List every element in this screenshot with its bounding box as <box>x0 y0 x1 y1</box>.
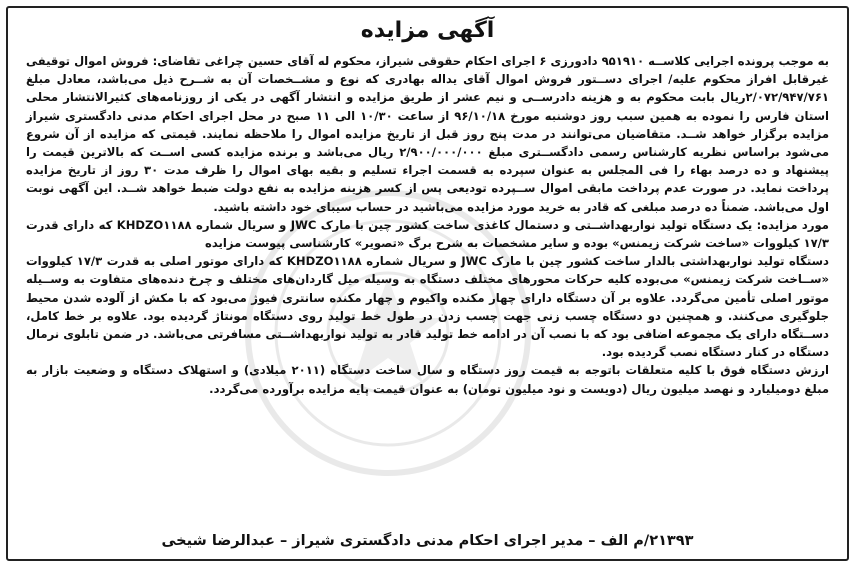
notice-title: آگهی مزایده <box>360 18 495 43</box>
notice-footer-signature: ۲۱۳۹۳/م الف – مدیر اجرای احکام مدنی دادگستری شیراز – عبدالرضا شیخی <box>161 533 694 549</box>
notice-frame <box>6 6 849 561</box>
notice-paragraph-valuation: ارزش دستگاه فوق با کلیه متعلقات باتوجه به قیمت روز دستگاه و سال ساخت دستگاه (۲۰۱۱ میلادی) و استهلاک دستگاه و وضعیت بازار به مبلغ دومیلیارد و نهصد میلیون ریال (دویست و نود میلیون تومان) به عنوان قیمت پایه مزایده برآورده می‌گردد. <box>26 363 830 396</box>
notice-paragraph-item: مورد مزایده: یک دستگاه تولید نواربهداشــتی و دستمال کاغذی ساخت کشور چین با مارک JWC و سریال شماره KHDZO۱۱۸۸ که دارای قدرت ۱۷/۳ کیلووات «ساخت شرکت زیمنس» بوده و سایر مشخصات به شرح برگ «تصویر» کارشناسی پیوست مزایده <box>26 217 829 251</box>
notice-paragraph-description: دستگاه تولید نواربهداشتی بالدار ساخت کشور چین با مارک JWC و سریال شماره KHDZO۱۱۸۸ که دارای موتور اصلی به قدرت ۱۷/۳ کیلووات «ســاخت شرکت زیمنس» می‌بوده کلیه حرکات محورهای مختلف دستگاه به وسیله میل گاردان‌های مختلف و چرخ دنده‌های متفاوت به وســیله موتور اصلی تأمین می‌گردد. علاوه بر آن دستگاه دارای چهار مکنده واکیوم و چهار مکنده سانتری فیوژ می‌بود که با مکش از آلوده شدن محیط جلوگیری می‌کنند. و همچنین دو دستگاه چسب زنی جهت چسب زدن در طول خط تولید روی دستگاه مونتاژ گردیده بود. علاوه بر خط کامل، دســتگاه دارای یک مجموعه اضافی بود که با نصب آن در ادامه خط تولید قادر به تولید نواربهداشــتی مسافرتی می‌باشد. در ضمن تابلوی نرمال دستگاه در کنار دستگاه نصب گردیده بود. <box>26 254 829 360</box>
notice-body <box>26 52 829 398</box>
notice-paragraph-main: به موجب پرونده اجرایی کلاســه ۹۵۱۹۱۰ دادورزی ۶ اجرای احکام حقوقی شیراز، محکوم له آقای حسین چراغی تقاضای: فروش اموال توقیفی غیرقابل افراز محکوم علیه/ اجرای دســتور فروش اموال آقای یداله بهادری که نوع و مشــخصات آن به شــرح ذیل می‌باشد، معادل مبلغ ۲/۰۷۲/۹۴۷/۷۶۱ریال بابت محکوم به و هزینه دادرســی و نیم عشر از طریق مزایده و انتشار آگهی در یکی از روزنامه‌های کثیرالانتشار محلی استان فارس را نموده به همین سبب روز دوشنبه مورخ ۹۶/۱۰/۱۸ از ساعت ۱۰/۳۰ الی ۱۱ صبح در محل اجرای احکام مدنی دادگستری شیراز مزایده برگزار خواهد شــد. متقاضیان می‌توانند در مدت پنج روز قبل از تاریخ مزایده اموال را ملاحظه نمایند. قیمتی که مزایده از آن شروع می‌شود براساس نظریه کارشناس رسمی دادگســتری مبلغ ۲/۹۰۰/۰۰۰/۰۰۰ ریال می‌باشد و برنده مزایده کسی اســت که بالاترین قیمت را پیشنهاد و ده درصد بهاء را فی المجلس به عنوان سپرده به قسمت اجراء تسلیم و بقیه بهای اموال را ظرف مدت ۳۰ روز از تاریخ مزایده پرداخت نماید. در صورت عدم پرداخت مابقی اموال ســپرده تودیعی پس از کسر هزینه مزایده به نفع دولت ضبط خواهد شــد. این آگهی نوبت اول می‌باشد. ضمناً ده درصد مبلغی که قادر به خرید مورد مزایده می‌باشید در حساب سیبای خود داشته باشید. <box>26 54 829 214</box>
